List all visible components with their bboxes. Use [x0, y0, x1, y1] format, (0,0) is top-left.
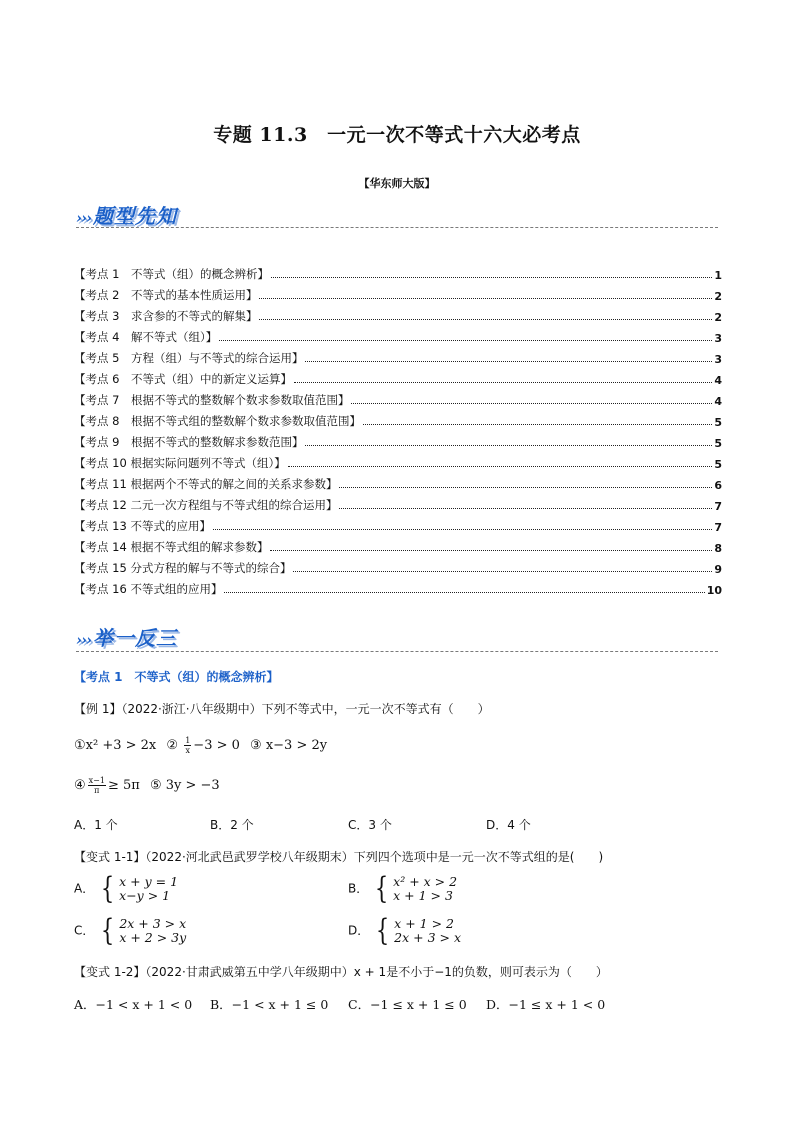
equation-system — [372, 871, 458, 906]
toc-page: 6 — [714, 479, 722, 492]
toc-page: 8 — [714, 542, 722, 555]
toc-label: 【考点 1 不等式（组）的概念辨析】 — [74, 267, 269, 281]
toc-leader — [293, 571, 712, 572]
option-a[interactable]: A．1 个 — [74, 818, 118, 832]
toc-page: 5 — [714, 458, 722, 471]
banner-title: 举一反三 — [93, 626, 177, 650]
equation: x + 1 > 3 — [393, 888, 453, 903]
toc-leader — [363, 424, 712, 425]
equation-system — [98, 913, 187, 948]
option-b[interactable]: B．2 个 — [210, 818, 254, 832]
option-label: C． — [74, 923, 95, 938]
equation-system — [373, 913, 462, 948]
toc-page: 1 — [714, 269, 722, 282]
fraction-den: x — [185, 746, 190, 755]
toc-leader — [305, 445, 712, 446]
toc-leader — [339, 487, 712, 488]
option-label: B． — [348, 881, 369, 896]
option-c[interactable]: C．−1 ≤ x + 1 ≤ 0 — [348, 997, 467, 1012]
variant-stem: 【变式 1-1】（2022·河北武邑武罗学校八年级期末）下列四个选项中是一元一次不等式组的是( ) — [74, 850, 604, 864]
toc-leader — [224, 592, 704, 593]
equation: x² + x > 2 — [393, 874, 458, 889]
toc-item[interactable] — [74, 534, 722, 555]
toc-page: 3 — [714, 353, 722, 366]
example-stem: 【例 1】（2022·浙江·八年级期中）下列不等式中，一元一次不等式有（ ） — [74, 702, 490, 716]
toc-item[interactable] — [74, 282, 722, 303]
fraction — [88, 776, 106, 795]
option-b[interactable] — [348, 871, 458, 906]
equation: x + 2 > 3y — [119, 930, 187, 945]
example-items-row2 — [74, 776, 220, 795]
toc-leader — [351, 403, 712, 404]
toc-item[interactable] — [74, 576, 722, 597]
toc-item[interactable] — [74, 408, 722, 429]
toc-page: 4 — [714, 395, 722, 408]
divider — [76, 227, 718, 228]
fraction-den: π — [94, 786, 100, 795]
equation: 2x + 3 > x — [119, 916, 187, 931]
variant-stem: 【变式 1-2】（2022·甘肃武威第五中学八年级期中）x + 1是不小于−1的负数，则可表示为（ ） — [74, 965, 608, 979]
toc-label: 【考点 3 求含参的不等式的解集】 — [74, 309, 258, 323]
toc-label: 【考点 2 不等式的基本性质运用】 — [74, 288, 258, 302]
fraction — [184, 736, 191, 755]
banner-question-types — [76, 200, 177, 226]
example-items-row1 — [74, 736, 327, 755]
toc-leader — [213, 529, 712, 530]
toc-label: 【考点 4 解不等式（组）】 — [74, 330, 218, 344]
toc-label: 【考点 5 方程（组）与不等式的综合运用】 — [74, 351, 304, 365]
fraction-num: x−1 — [88, 776, 105, 785]
option-d[interactable]: D．4 个 — [486, 818, 531, 832]
option-b[interactable]: B．−1 < x + 1 ≤ 0 — [210, 997, 329, 1012]
banner-title: 题型先知 — [93, 204, 177, 228]
toc-label: 【考点 12 二元一次方程组与不等式组的综合运用】 — [74, 498, 338, 512]
banner-arrows: ››› — [76, 209, 91, 227]
brace-icon: { — [375, 913, 390, 948]
equation: x + 1 > 2 — [394, 916, 454, 931]
toc-leader — [271, 277, 712, 278]
toc-page: 5 — [714, 437, 722, 450]
toc-item[interactable] — [74, 261, 722, 282]
toc-label: 【考点 14 根据不等式组的解求参数】 — [74, 540, 269, 554]
equation: x−y > 1 — [119, 888, 171, 903]
toc-item[interactable] — [74, 366, 722, 387]
item-2-mark: ② — [166, 738, 179, 753]
toc-label: 【考点 11 根据两个不等式的解之间的关系求参数】 — [74, 477, 338, 491]
toc-leader — [339, 508, 712, 509]
option-d[interactable] — [348, 913, 462, 948]
toc-item[interactable] — [74, 471, 722, 492]
option-a[interactable]: A．−1 < x + 1 < 0 — [74, 997, 193, 1012]
toc-item[interactable] — [74, 324, 722, 345]
toc-page: 7 — [714, 500, 722, 513]
table-of-contents — [74, 261, 722, 597]
toc-item[interactable] — [74, 303, 722, 324]
toc-page: 2 — [714, 290, 722, 303]
toc-item[interactable] — [74, 492, 722, 513]
toc-label: 【考点 10 根据实际问题列不等式（组）】 — [74, 456, 286, 470]
banner-arrows: ››› — [76, 631, 91, 649]
option-label: D． — [348, 923, 370, 938]
toc-item[interactable] — [74, 387, 722, 408]
toc-page: 10 — [706, 584, 722, 597]
toc-label: 【考点 6 不等式（组）中的新定义运算】 — [74, 372, 292, 386]
option-d[interactable]: D．−1 ≤ x + 1 < 0 — [486, 997, 606, 1012]
option-c[interactable] — [74, 913, 187, 948]
equation-system — [98, 871, 179, 906]
toc-label: 【考点 15 分式方程的解与不等式的综合】 — [74, 561, 292, 575]
page-title: 专题 11.3 一元一次不等式十六大必考点 — [213, 124, 581, 146]
item-1: ①x² +3 > 2x — [74, 738, 157, 753]
toc-label: 【考点 9 根据不等式的整数解求参数范围】 — [74, 435, 304, 449]
toc-leader — [259, 298, 712, 299]
divider — [76, 651, 718, 652]
toc-item[interactable] — [74, 555, 722, 576]
item-4-rest: ≥ 5π — [107, 778, 140, 793]
toc-label: 【考点 8 根据不等式组的整数解个数求参数取值范围】 — [74, 414, 361, 428]
toc-page: 9 — [714, 563, 722, 576]
brace-icon: { — [374, 871, 389, 906]
toc-leader — [294, 382, 712, 383]
toc-leader — [219, 340, 712, 341]
equation: x + y = 1 — [119, 874, 179, 889]
toc-leader — [305, 361, 712, 362]
banner-examples — [76, 622, 177, 648]
toc-page: 3 — [714, 332, 722, 345]
item-3: ③ x−3 > 2y — [250, 738, 328, 753]
toc-page: 5 — [714, 416, 722, 429]
item-2-rest: −3 > 0 — [193, 738, 240, 753]
toc-leader — [270, 550, 712, 551]
toc-leader — [288, 466, 713, 467]
option-c[interactable]: C．3 个 — [348, 818, 392, 832]
toc-item[interactable] — [74, 513, 722, 534]
toc-label: 【考点 16 不等式组的应用】 — [74, 582, 223, 596]
section-heading: 【考点 1 不等式（组）的概念辨析】 — [74, 670, 279, 684]
edition-label: 【华东师大版】 — [358, 177, 436, 190]
fraction-num: 1 — [185, 736, 191, 745]
item-4-mark: ④ — [74, 778, 86, 793]
toc-page: 7 — [714, 521, 722, 534]
toc-leader — [259, 319, 712, 320]
option-a[interactable] — [74, 871, 179, 906]
toc-page: 4 — [714, 374, 722, 387]
toc-item[interactable] — [74, 429, 722, 450]
toc-label: 【考点 13 不等式的应用】 — [74, 519, 211, 533]
equation: 2x + 3 > x — [394, 930, 462, 945]
option-label: A． — [74, 881, 95, 896]
toc-label: 【考点 7 根据不等式的整数解个数求参数取值范围】 — [74, 393, 350, 407]
toc-item[interactable] — [74, 345, 722, 366]
toc-item[interactable] — [74, 450, 722, 471]
brace-icon: { — [100, 871, 115, 906]
toc-page: 2 — [714, 311, 722, 324]
item-5: ⑤ 3y > −3 — [149, 778, 220, 793]
brace-icon: { — [101, 913, 115, 948]
